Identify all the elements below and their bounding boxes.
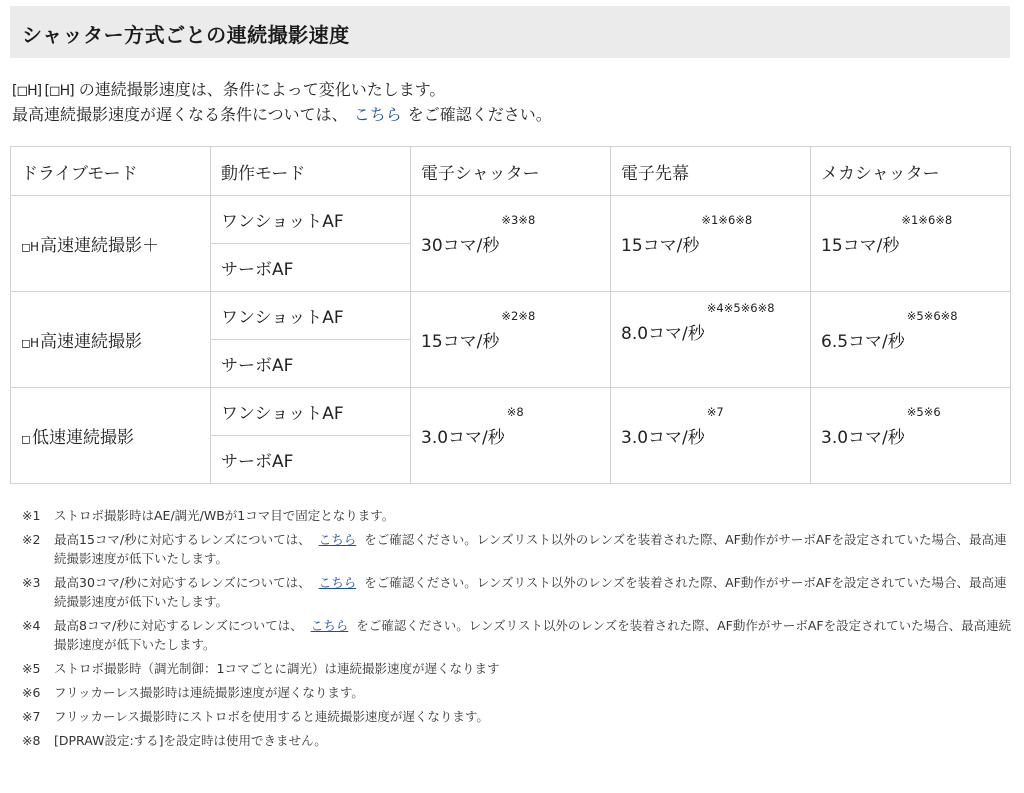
footnotes <box>22 506 1014 755</box>
mechanical-shutter-cell <box>811 196 1011 292</box>
header-drive-mode: ドライブモード <box>11 147 211 196</box>
footnote-text: フリッカーレス撮影時にストロボを使用すると連続撮影速度が遅くなります。 <box>54 709 489 724</box>
drive-mode-icons: [◻H] [◻H] <box>12 83 74 99</box>
speed-value-text: 8.0コマ/秒 <box>621 324 705 344</box>
header-operation-mode: 動作モード <box>211 147 411 196</box>
drive-mode-cell <box>11 388 211 484</box>
lens-list-link-8fps[interactable]: こちら <box>310 618 349 633</box>
footnote-text: 最高15コマ/秒に対応するレンズについては、 <box>54 532 311 547</box>
footnote-ref: ※3※8 <box>501 213 536 227</box>
intro-text <box>12 78 552 126</box>
footnote-text: [DPRAW設定:する]を設定時は使用できません。 <box>54 733 327 748</box>
speed-value-text: 15コマ/秒 <box>421 332 500 352</box>
footnote-item <box>22 683 1014 702</box>
electronic-first-curtain-cell <box>611 388 811 484</box>
footnote-text: をご確認ください。レンズリスト以外のレンズを装着された際、AF動作がサーボAFを設定されていた場合、最高連続撮影速度が低下いたします。 <box>54 575 1007 609</box>
speed-value <box>821 213 953 256</box>
footnote-mark: ※7 <box>22 709 41 724</box>
speed-value <box>821 309 958 352</box>
footnote-item <box>22 707 1014 726</box>
footnote-ref: ※1※6※8 <box>901 213 953 227</box>
footnote-mark: ※4 <box>22 618 41 633</box>
speed-value <box>421 309 536 352</box>
speed-value-text: 6.5コマ/秒 <box>821 332 905 352</box>
footnote-item <box>22 530 1014 568</box>
operation-mode-cell: サーボAF <box>211 340 411 388</box>
table-row <box>11 388 1011 436</box>
footnote-mark: ※1 <box>22 508 41 523</box>
footnote-mark: ※5 <box>22 661 41 676</box>
intro-line-2 <box>12 103 552 126</box>
footnote-ref: ※5※6 <box>906 405 941 419</box>
header-electronic-shutter: 電子シャッター <box>411 147 611 196</box>
lens-list-link-15fps[interactable]: こちら <box>318 532 357 547</box>
footnote-text: ストロボ撮影時はAE/調光/WBが1コマ目で固定となります。 <box>54 508 395 523</box>
speed-value <box>421 213 536 256</box>
drive-mode-cell <box>11 292 211 388</box>
footnote-item <box>22 616 1014 654</box>
header-mechanical-shutter: メカシャッター <box>811 147 1011 196</box>
speed-table <box>10 146 1011 484</box>
intro-line-2-after: をご確認ください。 <box>407 105 552 124</box>
speed-value-text: 3.0コマ/秒 <box>821 428 905 448</box>
footnote-item <box>22 506 1014 525</box>
table-header-row <box>11 147 1011 196</box>
table-row <box>11 196 1011 244</box>
lens-list-link-30fps[interactable]: こちら <box>318 575 357 590</box>
mechanical-shutter-cell <box>811 292 1011 388</box>
page-header <box>10 6 1010 58</box>
footnote-mark: ※6 <box>22 685 41 700</box>
low-speed-icon: ◻ <box>21 432 30 446</box>
electronic-shutter-cell <box>411 388 611 484</box>
operation-mode-cell: サーボAF <box>211 244 411 292</box>
footnote-text: フリッカーレス撮影時は連続撮影速度が遅くなります。 <box>54 685 364 700</box>
page-title: シャッター方式ごとの連続撮影速度 <box>22 23 350 47</box>
high-speed-plus-icon: ◻H <box>21 240 38 254</box>
electronic-shutter-cell <box>411 292 611 388</box>
footnote-item <box>22 573 1014 611</box>
electronic-first-curtain-cell <box>611 292 811 388</box>
mechanical-shutter-cell <box>811 388 1011 484</box>
speed-value <box>421 405 524 448</box>
drive-mode-label: 低速連続撮影 <box>31 428 134 448</box>
speed-value-text: 3.0コマ/秒 <box>621 428 705 448</box>
footnote-text: 最高8コマ/秒に対応するレンズについては、 <box>54 618 303 633</box>
speed-value <box>821 405 941 448</box>
footnote-mark: ※3 <box>22 575 41 590</box>
footnote-ref: ※2※8 <box>501 309 536 323</box>
footnote-text: ストロボ撮影時（調光制御：1コマごとに調光）は連続撮影速度が遅くなります <box>54 661 500 676</box>
footnote-item <box>22 659 1014 678</box>
intro-line-2-before: 最高連続撮影速度が遅くなる条件については、 <box>12 105 348 124</box>
footnote-text: をご確認ください。レンズリスト以外のレンズを装着された際、AF動作がサーボAFを設定されていた場合、最高連続撮影速度が低下いたします。 <box>54 532 1007 566</box>
drive-mode-label: 高速連続撮影＋ <box>39 236 159 256</box>
high-speed-icon: ◻H <box>21 336 38 350</box>
footnote-ref: ※4※5※6※8 <box>706 301 775 315</box>
footnote-mark: ※8 <box>22 733 41 748</box>
speed-value-text: 30コマ/秒 <box>421 236 500 256</box>
speed-value-text: 3.0コマ/秒 <box>421 428 505 448</box>
table-row <box>11 292 1011 340</box>
intro-line-1-text: の連続撮影速度は、条件によって変化いたします。 <box>73 80 446 99</box>
speed-value-text: 15コマ/秒 <box>621 236 700 256</box>
conditions-link[interactable]: こちら <box>353 105 402 124</box>
footnote-mark: ※2 <box>22 532 41 547</box>
footnote-ref: ※5※6※8 <box>906 309 958 323</box>
footnote-ref: ※1※6※8 <box>701 213 753 227</box>
electronic-first-curtain-cell <box>611 196 811 292</box>
operation-mode-cell: ワンショットAF <box>211 388 411 436</box>
footnote-ref: ※8 <box>506 405 524 419</box>
electronic-shutter-cell <box>411 196 611 292</box>
speed-value-text: 15コマ/秒 <box>821 236 900 256</box>
drive-mode-cell <box>11 196 211 292</box>
speed-value <box>621 213 753 256</box>
operation-mode-cell: サーボAF <box>211 436 411 484</box>
operation-mode-cell: ワンショットAF <box>211 292 411 340</box>
footnote-text: 最高30コマ/秒に対応するレンズについては、 <box>54 575 311 590</box>
footnote-item <box>22 731 1014 750</box>
header-electronic-first-curtain: 電子先幕 <box>611 147 811 196</box>
footnote-text: をご確認ください。レンズリスト以外のレンズを装着された際、AF動作がサーボAFを設定されていた場合、最高連続撮影速度が低下いたします。 <box>54 618 1012 652</box>
operation-mode-cell: ワンショットAF <box>211 196 411 244</box>
speed-value <box>621 301 775 344</box>
drive-mode-label: 高速連続撮影 <box>39 332 142 352</box>
speed-value <box>621 405 724 448</box>
footnote-ref: ※7 <box>706 405 724 419</box>
intro-line-1 <box>12 78 552 103</box>
